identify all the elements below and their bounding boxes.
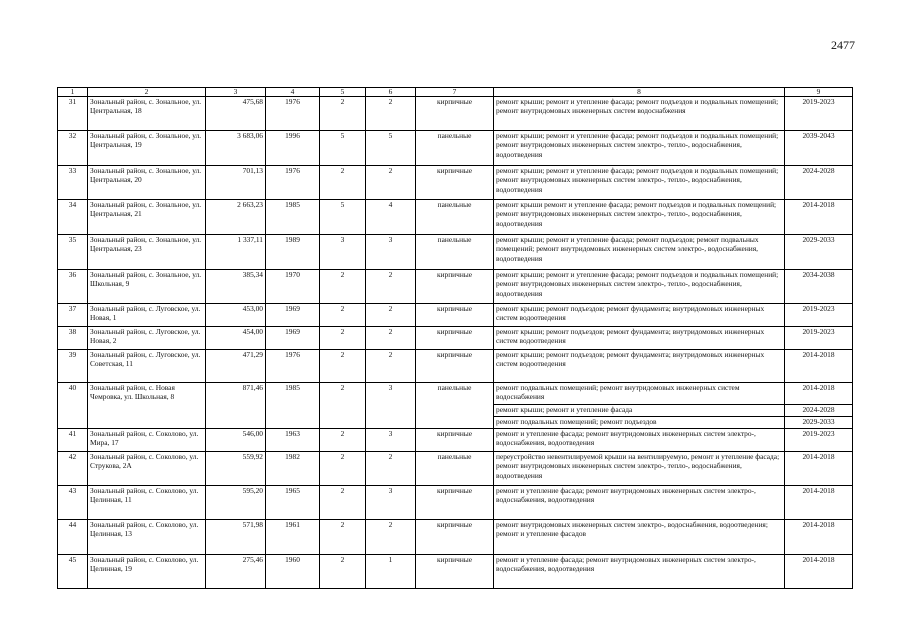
cell-floors: 2 bbox=[320, 270, 366, 304]
cell-address: Зональный район, с. Зональное, ул. Центральная, 20 bbox=[88, 166, 206, 200]
cell-year: 1989 bbox=[266, 235, 320, 270]
cell-entrances: 1 bbox=[366, 555, 416, 589]
cell-material: панельные bbox=[416, 131, 494, 166]
cell-period: 2014-2018 bbox=[785, 383, 853, 405]
table-row bbox=[58, 270, 853, 304]
cell-works: ремонт крыши; ремонт и утепление фасада; ремонт подъездов и подвальных помещений; ремонт внутридомовых инженерных систем электро-, тепло-, водоснабжения, водоотведения bbox=[494, 270, 785, 304]
cell-works: ремонт подвальных помещений; ремонт внутридомовых инженерных систем водоснабжения bbox=[494, 383, 785, 405]
cell-address: Зональный район, с. Зональное, ул. Центральная, 21 bbox=[88, 200, 206, 235]
cell-area: 1 337,11 bbox=[206, 235, 266, 270]
column-header: 5 bbox=[320, 88, 366, 97]
cell-works: ремонт и утепление фасада; ремонт внутридомовых инженерных систем электро-, водоснабжения, водоотведения bbox=[494, 429, 785, 452]
cell-address: Зональный район, с. Соколово, ул. Мира, 17 bbox=[88, 429, 206, 452]
column-header: 2 bbox=[88, 88, 206, 97]
cell-entrances: 2 bbox=[366, 270, 416, 304]
table-row bbox=[58, 486, 853, 520]
cell-floors: 2 bbox=[320, 166, 366, 200]
cell-number: 31 bbox=[58, 97, 88, 131]
cell-material: кирпичные bbox=[416, 327, 494, 350]
cell-entrances: 3 bbox=[366, 235, 416, 270]
cell-material: панельные bbox=[416, 200, 494, 235]
cell-material: кирпичные bbox=[416, 350, 494, 383]
cell-year: 1969 bbox=[266, 304, 320, 327]
cell-material: кирпичные bbox=[416, 520, 494, 555]
housing-table-container bbox=[57, 87, 852, 589]
cell-period: 2014-2018 bbox=[785, 520, 853, 555]
cell-works: ремонт внутридомовых инженерных систем электро-, водоснабжения, водоотведения; ремонт и утепление фасадов bbox=[494, 520, 785, 555]
cell-address: Зональный район, с. Луговское, ул. Советская, 11 bbox=[88, 350, 206, 383]
cell-period: 2014-2018 bbox=[785, 452, 853, 486]
cell-number: 36 bbox=[58, 270, 88, 304]
cell-works: ремонт крыши ремонт и утепление фасада; ремонт подъездов и подвальных помещений; ремонт внутридомовых инженерных систем электро-, тепло-, водоснабжения, водоотведения bbox=[494, 200, 785, 235]
cell-area: 475,68 bbox=[206, 97, 266, 131]
cell-number: 34 bbox=[58, 200, 88, 235]
table-row bbox=[58, 350, 853, 383]
cell-floors: 3 bbox=[320, 235, 366, 270]
cell-material: кирпичные bbox=[416, 166, 494, 200]
cell-address: Зональный район, с. Зональное, ул. Центральная, 19 bbox=[88, 131, 206, 166]
cell-entrances: 5 bbox=[366, 131, 416, 166]
cell-period: 2024-2028 bbox=[785, 166, 853, 200]
cell-entrances: 2 bbox=[366, 350, 416, 383]
cell-works: ремонт и утепление фасада; ремонт внутридомовых инженерных систем электро-, водоснабжения, водоотведения bbox=[494, 555, 785, 589]
column-header: 9 bbox=[785, 88, 853, 97]
cell-material: кирпичные bbox=[416, 97, 494, 131]
cell-entrances: 3 bbox=[366, 429, 416, 452]
cell-entrances: 2 bbox=[366, 304, 416, 327]
cell-address: Зональный район, с. Соколово, ул. Струкова, 2А bbox=[88, 452, 206, 486]
column-header: 6 bbox=[366, 88, 416, 97]
cell-number: 41 bbox=[58, 429, 88, 452]
cell-area: 595,20 bbox=[206, 486, 266, 520]
column-number-row bbox=[58, 88, 853, 97]
cell-number: 35 bbox=[58, 235, 88, 270]
cell-year: 1976 bbox=[266, 350, 320, 383]
cell-period: 2014-2018 bbox=[785, 200, 853, 235]
cell-floors: 2 bbox=[320, 555, 366, 589]
cell-material: кирпичные bbox=[416, 555, 494, 589]
cell-floors: 5 bbox=[320, 131, 366, 166]
cell-entrances: 2 bbox=[366, 166, 416, 200]
cell-period: 2019-2023 bbox=[785, 429, 853, 452]
cell-year: 1976 bbox=[266, 166, 320, 200]
cell-area: 571,98 bbox=[206, 520, 266, 555]
cell-works: ремонт крыши; ремонт и утепление фасада; ремонт подъездов и подвальных помещений; ремонт внутридомовых инженерных систем электро-, тепло-, водоснабжения, водоотведения bbox=[494, 166, 785, 200]
cell-year: 1985 bbox=[266, 383, 320, 429]
cell-period: 2029-2033 bbox=[785, 235, 853, 270]
cell-floors: 2 bbox=[320, 383, 366, 429]
cell-area: 871,46 bbox=[206, 383, 266, 429]
cell-works: ремонт крыши; ремонт подъездов; ремонт фундамента; внутридомовых инженерных систем водоотведения bbox=[494, 327, 785, 350]
cell-address: Зональный район, с. Луговское, ул. Новая, 2 bbox=[88, 327, 206, 350]
cell-address: Зональный район, с. Соколово, ул. Целинная, 13 bbox=[88, 520, 206, 555]
cell-floors: 2 bbox=[320, 520, 366, 555]
table-row bbox=[58, 327, 853, 350]
column-header: 7 bbox=[416, 88, 494, 97]
cell-entrances: 2 bbox=[366, 520, 416, 555]
cell-works: ремонт крыши; ремонт и утепление фасада bbox=[494, 405, 785, 417]
cell-number: 45 bbox=[58, 555, 88, 589]
cell-period: 2014-2018 bbox=[785, 350, 853, 383]
cell-number: 37 bbox=[58, 304, 88, 327]
cell-number: 38 bbox=[58, 327, 88, 350]
cell-floors: 2 bbox=[320, 304, 366, 327]
cell-area: 546,00 bbox=[206, 429, 266, 452]
cell-works: ремонт и утепление фасада; ремонт внутридомовых инженерных систем электро-, водоснабжения, водоотведения bbox=[494, 486, 785, 520]
table-body bbox=[58, 97, 853, 589]
cell-number: 42 bbox=[58, 452, 88, 486]
cell-address: Зональный район, с. Соколово, ул. Целинная, 11 bbox=[88, 486, 206, 520]
cell-material: кирпичные bbox=[416, 429, 494, 452]
table-row bbox=[58, 555, 853, 589]
cell-number: 33 bbox=[58, 166, 88, 200]
cell-year: 1963 bbox=[266, 429, 320, 452]
cell-address: Зональный район, с. Соколово, ул. Целинная, 19 bbox=[88, 555, 206, 589]
cell-material: кирпичные bbox=[416, 304, 494, 327]
cell-year: 1985 bbox=[266, 200, 320, 235]
cell-entrances: 2 bbox=[366, 97, 416, 131]
cell-number: 32 bbox=[58, 131, 88, 166]
table-row bbox=[58, 97, 853, 131]
table-row bbox=[58, 452, 853, 486]
cell-works: ремонт крыши; ремонт подъездов; ремонт фундамента; внутридомовых инженерных систем водоотведения bbox=[494, 304, 785, 327]
table-row bbox=[58, 235, 853, 270]
cell-floors: 2 bbox=[320, 327, 366, 350]
cell-period: 2019-2023 bbox=[785, 327, 853, 350]
cell-floors: 2 bbox=[320, 486, 366, 520]
page-number: 2477 bbox=[831, 38, 855, 52]
table-row bbox=[58, 304, 853, 327]
cell-address: Зональный район, с. Зональное, ул. Центральная, 18 bbox=[88, 97, 206, 131]
table-row bbox=[58, 429, 853, 452]
cell-entrances: 3 bbox=[366, 383, 416, 429]
cell-year: 1976 bbox=[266, 97, 320, 131]
cell-entrances: 3 bbox=[366, 486, 416, 520]
cell-works: переустройство невентилируемой крыши на вентилируемую, ремонт и утепление фасада; ремонт внутридомовых инженерных систем электро-, тепло-, водоснабжения, водоотведения bbox=[494, 452, 785, 486]
table-row bbox=[58, 131, 853, 166]
cell-period: 2014-2018 bbox=[785, 486, 853, 520]
column-header: 3 bbox=[206, 88, 266, 97]
cell-period: 2019-2023 bbox=[785, 304, 853, 327]
cell-works: ремонт крыши; ремонт и утепление фасада; ремонт подъездов и подвальных помещений; ремонт внутридомовых инженерных систем электро-, тепло-, водоснабжения, водоотведения bbox=[494, 131, 785, 166]
table-row bbox=[58, 166, 853, 200]
cell-area: 385,34 bbox=[206, 270, 266, 304]
table-row bbox=[58, 200, 853, 235]
cell-works: ремонт крыши; ремонт подъездов; ремонт фундамента; внутридомовых инженерных систем водоотведения bbox=[494, 350, 785, 383]
housing-table bbox=[57, 87, 853, 589]
table-row bbox=[58, 383, 853, 405]
cell-floors: 2 bbox=[320, 350, 366, 383]
table-row bbox=[58, 520, 853, 555]
cell-number: 43 bbox=[58, 486, 88, 520]
cell-year: 1969 bbox=[266, 327, 320, 350]
cell-floors: 2 bbox=[320, 429, 366, 452]
cell-number: 44 bbox=[58, 520, 88, 555]
cell-entrances: 2 bbox=[366, 452, 416, 486]
cell-material: панельные bbox=[416, 235, 494, 270]
cell-material: кирпичные bbox=[416, 486, 494, 520]
cell-floors: 5 bbox=[320, 200, 366, 235]
cell-floors: 2 bbox=[320, 97, 366, 131]
cell-period: 2024-2028 bbox=[785, 405, 853, 417]
column-header: 4 bbox=[266, 88, 320, 97]
cell-works: ремонт крыши; ремонт и утепление фасада; ремонт подъездов; ремонт подвальных помещений; ремонт внутридомовых инженерных систем электро-, водоснабжения, водоотведения bbox=[494, 235, 785, 270]
cell-area: 471,29 bbox=[206, 350, 266, 383]
cell-entrances: 4 bbox=[366, 200, 416, 235]
cell-period: 2034-2038 bbox=[785, 270, 853, 304]
cell-works: ремонт подвальных помещений; ремонт подъездов bbox=[494, 417, 785, 429]
cell-area: 701,13 bbox=[206, 166, 266, 200]
cell-period: 2014-2018 bbox=[785, 555, 853, 589]
cell-material: кирпичные bbox=[416, 270, 494, 304]
cell-area: 559,92 bbox=[206, 452, 266, 486]
cell-material: панельные bbox=[416, 452, 494, 486]
cell-area: 275,46 bbox=[206, 555, 266, 589]
cell-address: Зональный район, с. Луговское, ул. Новая, 1 bbox=[88, 304, 206, 327]
cell-number: 39 bbox=[58, 350, 88, 383]
cell-entrances: 2 bbox=[366, 327, 416, 350]
cell-address: Зональный район, с. Новая Чемровка, ул. Школьная, 8 bbox=[88, 383, 206, 429]
cell-period: 2019-2023 bbox=[785, 97, 853, 131]
cell-year: 1982 bbox=[266, 452, 320, 486]
cell-area: 2 663,23 bbox=[206, 200, 266, 235]
cell-period: 2029-2033 bbox=[785, 417, 853, 429]
cell-number: 40 bbox=[58, 383, 88, 429]
cell-area: 453,00 bbox=[206, 304, 266, 327]
cell-year: 1965 bbox=[266, 486, 320, 520]
column-header: 8 bbox=[494, 88, 785, 97]
cell-area: 454,00 bbox=[206, 327, 266, 350]
cell-material: панельные bbox=[416, 383, 494, 429]
cell-year: 1961 bbox=[266, 520, 320, 555]
cell-period: 2039-2043 bbox=[785, 131, 853, 166]
cell-area: 3 683,06 bbox=[206, 131, 266, 166]
cell-floors: 2 bbox=[320, 452, 366, 486]
cell-works: ремонт крыши; ремонт и утепление фасада; ремонт подъездов и подвальных помещений; ремонт внутридомовых инженерных систем водоснабжения bbox=[494, 97, 785, 131]
cell-year: 1970 bbox=[266, 270, 320, 304]
column-header: 1 bbox=[58, 88, 88, 97]
cell-address: Зональный район, с. Зональное, ул. Центральная, 23 bbox=[88, 235, 206, 270]
cell-year: 1960 bbox=[266, 555, 320, 589]
cell-address: Зональный район, с. Зональное, ул. Школьная, 9 bbox=[88, 270, 206, 304]
cell-year: 1996 bbox=[266, 131, 320, 166]
